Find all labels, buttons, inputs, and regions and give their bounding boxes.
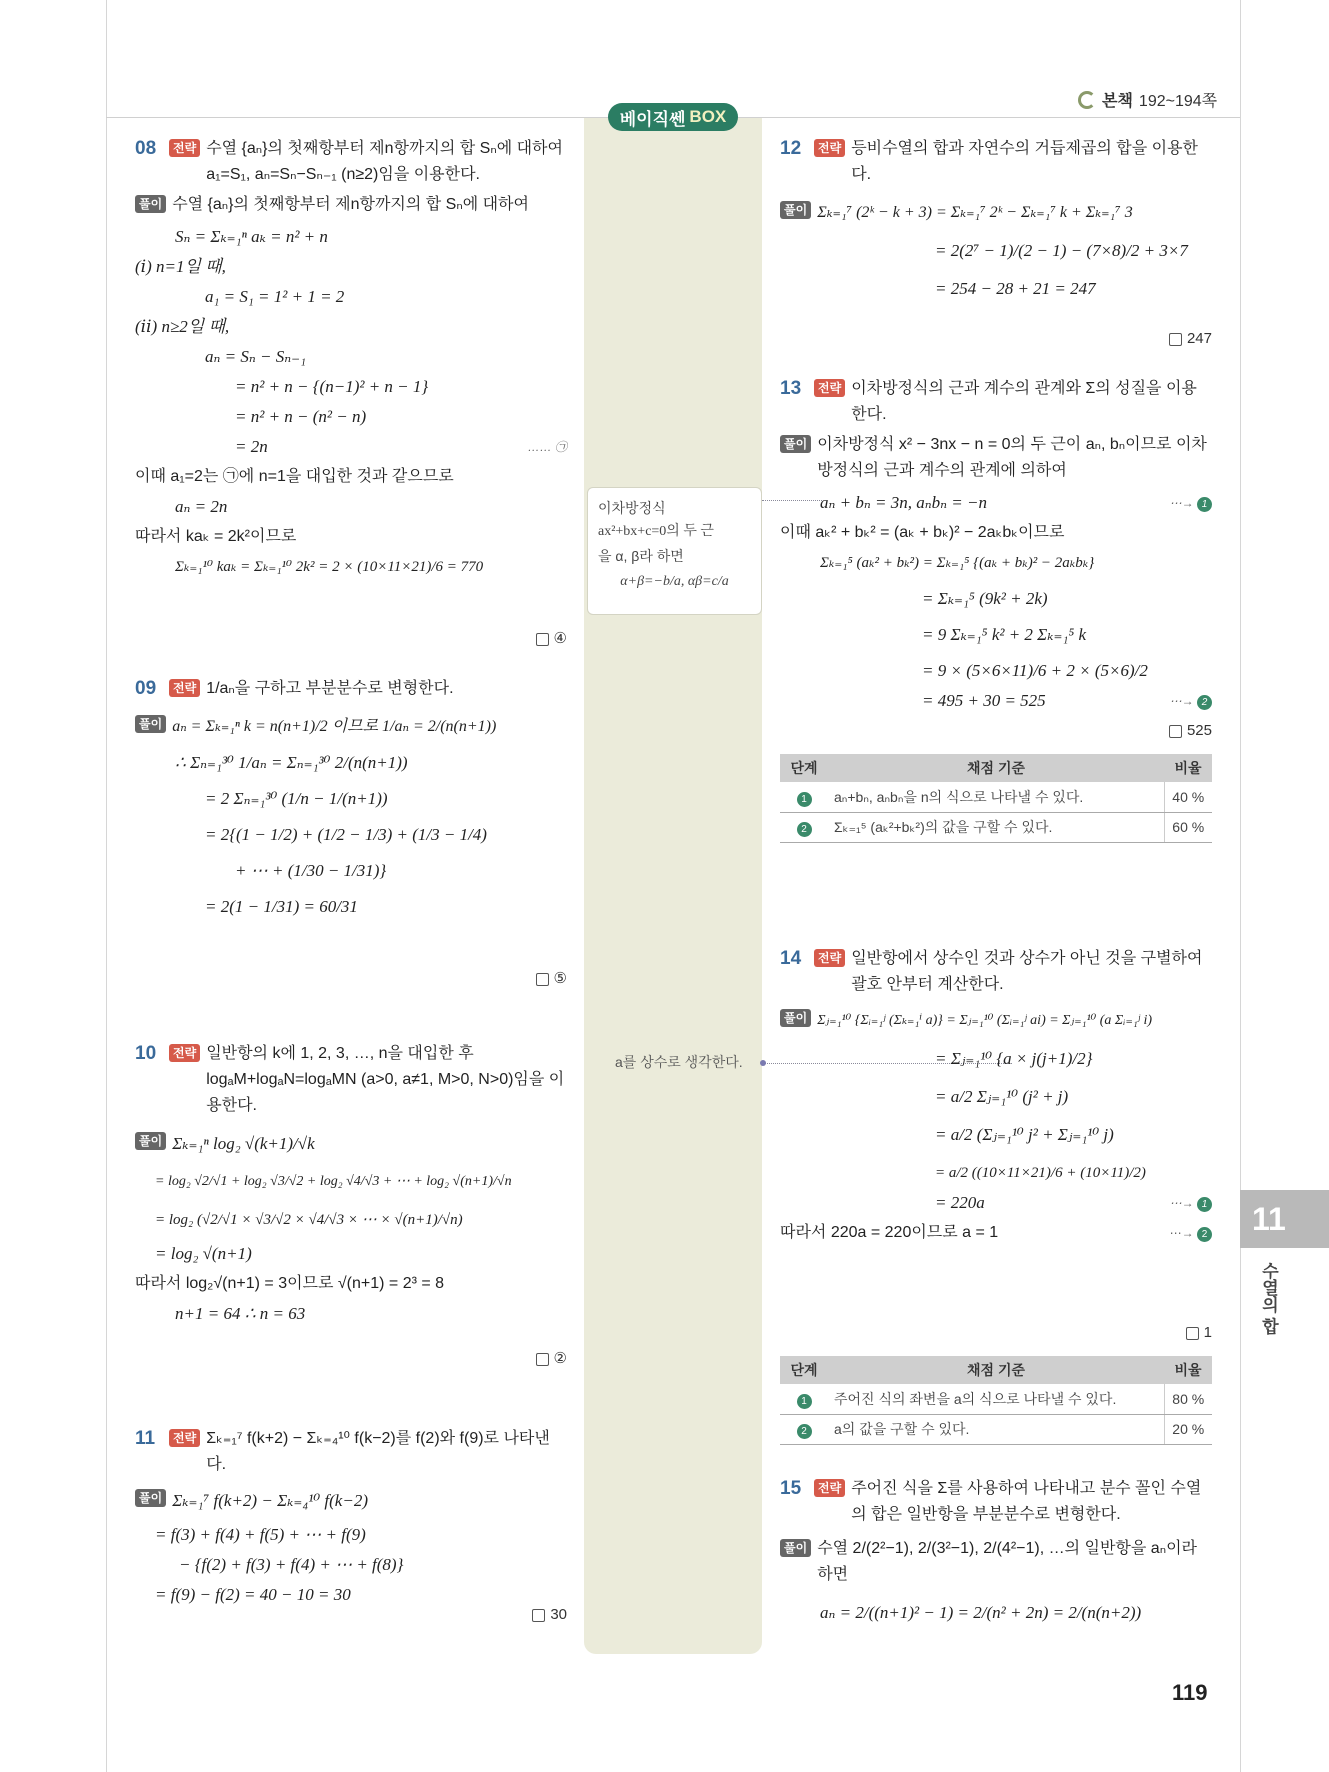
solution-line [135, 552, 567, 582]
solution-line: = Σₖ₌₁⁵ (9k² + 2k) [922, 589, 1048, 608]
solution-line-text: 따라서 220a = 220이므로 a = 1 [780, 1224, 999, 1241]
solution-line: 따라서 kaₖ = 2k²이므로 [135, 528, 297, 545]
answer-icon [1186, 1327, 1199, 1340]
solution-line: Σₖ₌₁⁵ (aₖ² + bₖ²) = Σₖ₌₁⁵ {(aₖ + bₖ)² − 2aₖbₖ} [820, 555, 1095, 571]
solution-line: = 9 Σₖ₌₁⁵ k² + 2 Σₖ₌₁⁵ k [922, 625, 1087, 644]
equation-mark: …… ㉠ [527, 440, 567, 454]
table-cell: Σₖ₌₁⁵ (aₖ²+bₖ²)의 값을 구할 수 있다. [828, 812, 1164, 842]
scoring-table [780, 754, 1212, 843]
table-cell: 40 % [1164, 782, 1212, 812]
solution-tag: 풀이 [135, 1489, 166, 1507]
problem-08 [135, 136, 567, 676]
left-column [135, 136, 567, 1626]
note-quadratic-title: 이차방정식 [598, 500, 666, 516]
solution-line: 이차방정식 x² − 3nx − n = 0의 두 근이 aₙ, bₙ이므로 이차방정식의 근과 계수의 관계에 의하여 [817, 436, 1207, 479]
solution-line: (ⅰ) n=1일 때, [135, 257, 226, 276]
strategy-tag: 전략 [169, 139, 200, 157]
solution-line: (ⅱ) n≥2일 때, [135, 317, 230, 336]
problem-number: 12 [780, 138, 802, 159]
chapter-name: 수열의 합 [1259, 1262, 1278, 1335]
page-range: 192~194쪽 [1138, 93, 1218, 110]
solution-line: = 2{(1 − 1/2) + (1/2 − 1/3) + (1/3 − 1/4) [205, 825, 487, 844]
strategy-text: 1/aₙ을 구하고 부분분수로 변형한다. [206, 680, 454, 697]
problem-number: 10 [135, 1043, 157, 1064]
strategy-text: 이차방정식의 근과 계수의 관계와 Σ의 성질을 이용한다. [851, 380, 1197, 423]
center-note-band [584, 118, 762, 1654]
table-cell: a의 값을 구할 수 있다. [828, 1414, 1164, 1444]
table-header: 채점 기준 [828, 1356, 1164, 1384]
table-row [780, 782, 1212, 812]
step-marker-1: ⋯→ 1 [1170, 1188, 1212, 1218]
strategy-tag: 전략 [814, 139, 845, 157]
strategy-tag: 전략 [169, 1429, 200, 1447]
table-cell: 주어진 식의 좌변을 a의 식으로 나타낼 수 있다. [828, 1384, 1164, 1414]
solution-line: Σⱼ₌₁¹⁰ {Σᵢ₌₁ʲ (Σₖ₌₁ⁱ a)} = Σⱼ₌₁¹⁰ (Σᵢ₌₁ʲ ai) = Σⱼ₌₁¹⁰ (a Σᵢ₌₁ʲ i) [817, 1013, 1153, 1028]
problem-09 [135, 676, 567, 1041]
answer [536, 966, 567, 992]
solution-line-text: = 220a [935, 1193, 985, 1212]
solution-line: = log₂ √(n+1) [155, 1244, 252, 1263]
strategy-tag: 전략 [169, 1044, 200, 1062]
solution-line: Σₖ₌₁ⁿ log₂ √(k+1)/√k [172, 1134, 315, 1153]
solution-line: aₙ = 2n [175, 497, 228, 516]
solution-line [780, 1218, 1212, 1248]
solution-tag: 풀이 [780, 1009, 811, 1027]
solution-line: a₁ = S₁ = 1² + 1 = 2 [205, 287, 345, 306]
answer-value: 1 [1203, 1324, 1212, 1341]
strategy-text: 일반항의 k에 1, 2, 3, …, n을 대입한 후 logₐM+logₐN=logₐMN (a>0, a≠1, M>0, N>0)임을 이용한다. [206, 1045, 565, 1114]
step-badge: 1 [797, 792, 812, 807]
note-quadratic [587, 487, 762, 615]
strategy-tag: 전략 [169, 679, 200, 697]
table-header: 비율 [1164, 1356, 1212, 1384]
table-header: 단계 [780, 754, 828, 782]
solution-line: = 254 − 28 + 21 = 247 [935, 279, 1096, 298]
solution-tag: 풀이 [780, 1539, 811, 1557]
problem-number: 15 [780, 1478, 802, 1499]
page-edge-left [106, 0, 107, 1772]
solution-line: 이때 a₁=2는 ㉠에 n=1을 대입한 것과 같으므로 [135, 468, 454, 485]
solution-line [135, 432, 567, 462]
solution-line: Sₙ = Σₖ₌₁ⁿ aₖ = n² + n [175, 227, 328, 246]
box-title [608, 103, 738, 131]
solution-line: = f(3) + f(4) + f(5) + ⋯ + f(9) [155, 1525, 366, 1544]
solution-line: = log₂ √2/√1 + log₂ √3/√2 + log₂ √4/√3 + ⋯ + log₂ √(n+1)/√n [155, 1174, 512, 1189]
solution-line: = 9 × (5×6×11)/6 + 2 × (5×6)/2 [922, 661, 1148, 680]
problem-15 [780, 1476, 1212, 1676]
problem-10 [135, 1041, 567, 1426]
problem-number: 08 [135, 138, 157, 159]
answer-value: ⑤ [553, 970, 567, 987]
solution-tag: 풀이 [780, 201, 811, 219]
note-quadratic-text2: 을 α, β라 하면 [598, 548, 684, 564]
solution-line: 수열 {aₙ}의 첫째항부터 제n항까지의 합 Sₙ에 대하여 [172, 196, 529, 213]
problem-11 [135, 1426, 567, 1626]
solution-line: aₙ = Σₖ₌₁ⁿ k = n(n+1)/2 이므로 1/aₙ = 2/(n(n+1)) [172, 718, 497, 735]
step-marker-1: ⋯→ 1 [1170, 488, 1212, 518]
solution-line: = 2(1 − 1/31) = 60/31 [205, 897, 358, 916]
solution-line: = Σⱼ₌₁¹⁰ {a × j(j+1)/2} [935, 1049, 1093, 1068]
table-row [780, 1384, 1212, 1414]
solution-line: = n² + n − (n² − n) [235, 407, 367, 426]
table-header: 비율 [1164, 754, 1212, 782]
solution-line [780, 1188, 1212, 1218]
solution-tag: 풀이 [780, 435, 811, 453]
solution-tag: 풀이 [135, 1132, 166, 1150]
strategy-text: 수열 {aₙ}의 첫째항부터 제n항까지의 합 Sₙ에 대하여 a₁=S₁, aₙ=Sₙ−Sₙ₋₁ (n≥2)임을 이용한다. [206, 140, 563, 183]
answer-icon [536, 1353, 549, 1366]
answer-icon [1169, 333, 1182, 346]
solution-line: = a/2 ((10×11×21)/6 + (10×11)/2) [935, 1165, 1146, 1181]
step-badge: 2 [797, 1424, 812, 1439]
solution-line: aₙ = 2/((n+1)² − 1) = 2/(n² + 2n) = 2/(n(n+2)) [820, 1603, 1142, 1622]
solution-line: 수열 2/(2²−1), 2/(3²−1), 2/(4²−1), …의 일반항을 aₙ이라 하면 [817, 1540, 1197, 1583]
solution-line: = log₂ (√2/√1 × √3/√2 × √4/√3 × ⋯ × √(n+1)/√n) [155, 1212, 463, 1228]
answer-icon [532, 1609, 545, 1622]
solution-line-text: = 2n [235, 437, 268, 456]
step-marker-2: ⋯→ 2 [1170, 686, 1212, 716]
step-badge: 1 [797, 1394, 812, 1409]
note-a-constant: a를 상수로 생각한다. [615, 1054, 743, 1070]
solution-line: = 2 Σₙ₌₁³⁰ (1/n − 1/(n+1)) [205, 789, 388, 808]
problem-number: 13 [780, 378, 802, 399]
solution-line: = 2(2⁷ − 1)/(2 − 1) − (7×8)/2 + 3×7 [935, 241, 1188, 260]
solution-line: − {f(2) + f(3) + f(4) + ⋯ + f(8)} [179, 1555, 404, 1574]
strategy-text: Σₖ₌₁⁷ f(k+2) − Σₖ₌₄¹⁰ f(k−2)를 f(2)와 f(9)로 나타낸다. [206, 1430, 550, 1473]
solution-tag: 풀이 [135, 715, 166, 733]
strategy-tag: 전략 [814, 1479, 845, 1497]
page-edge-right [1240, 0, 1241, 1772]
solution-line-text: Σₖ₌₁¹⁰ kaₖ = Σₖ₌₁¹⁰ 2k² = 2 × (10×11×21)/6 = 770 [175, 559, 484, 575]
strategy-text: 주어진 식을 Σ를 사용하여 나타내고 분수 꼴인 수열의 합은 일반항을 부분분수로 변형한다. [851, 1480, 1202, 1523]
step-badge: 2 [797, 822, 812, 837]
book-ref-icon [1078, 91, 1096, 109]
answer [1169, 718, 1212, 744]
chapter-tab: 11 [1240, 1190, 1329, 1248]
table-header: 채점 기준 [828, 754, 1164, 782]
box-title-suffix: BOX [689, 107, 727, 126]
answer-value: ④ [553, 630, 567, 647]
page-reference [1078, 88, 1217, 111]
step-marker-2: ⋯→ 2 [1170, 1218, 1212, 1248]
answer-icon [536, 633, 549, 646]
table-row [780, 1414, 1212, 1444]
solution-line: = f(9) − f(2) = 40 − 10 = 30 [155, 1585, 351, 1604]
solution-line: + ⋯ + (1/30 − 1/31)} [235, 861, 387, 880]
answer [1186, 1320, 1212, 1346]
solution-line-text: = 495 + 30 = 525 [922, 691, 1046, 710]
answer-value: 247 [1186, 330, 1212, 347]
solution-line: Σₖ₌₁⁷ f(k+2) − Σₖ₌₄¹⁰ f(k−2) [172, 1491, 368, 1510]
answer-value: 525 [1186, 722, 1212, 739]
right-column [780, 136, 1212, 1676]
problem-13 [780, 376, 1212, 946]
answer-value: ② [553, 1350, 567, 1367]
strategy-tag: 전략 [814, 949, 845, 967]
table-cell: 80 % [1164, 1384, 1212, 1414]
table-cell: aₙ+bₙ, aₙbₙ을 n의 식으로 나타낼 수 있다. [828, 782, 1164, 812]
strategy-text: 등비수열의 합과 자연수의 거듭제곱의 합을 이용한다. [851, 140, 1198, 183]
problem-number: 09 [135, 678, 157, 699]
answer [532, 1602, 567, 1628]
answer-icon [536, 973, 549, 986]
table-cell: 60 % [1164, 812, 1212, 842]
box-title-text: 베이직쎈 [619, 109, 686, 129]
table-header: 단계 [780, 1356, 828, 1384]
solution-line: aₙ = Sₙ − Sₙ₋₁ [205, 347, 306, 366]
problem-number: 14 [780, 948, 802, 969]
table-cell: 20 % [1164, 1414, 1212, 1444]
problem-14 [780, 946, 1212, 1476]
solution-line [780, 686, 1212, 716]
solution-line: = n² + n − {(n−1)² + n − 1} [235, 377, 429, 396]
solution-line: = a/2 Σⱼ₌₁¹⁰ (j² + j) [935, 1087, 1069, 1106]
solution-line [780, 488, 1212, 518]
solution-line: n+1 = 64 ∴ n = 63 [175, 1304, 306, 1323]
answer [1169, 326, 1212, 352]
scoring-table [780, 1356, 1212, 1445]
problem-12 [780, 136, 1212, 376]
solution-line: Σₖ₌₁⁷ (2ᵏ − k + 3) = Σₖ₌₁⁷ 2ᵏ − Σₖ₌₁⁷ k + Σₖ₌₁⁷ 3 [817, 204, 1133, 221]
solution-line: 이때 aₖ² + bₖ² = (aₖ + bₖ)² − 2aₖbₖ이므로 [780, 524, 1065, 541]
note-connector-dot [760, 1060, 766, 1066]
strategy-text: 일반항에서 상수인 것과 상수가 아닌 것을 구별하여 괄호 안부터 계산한다. [851, 950, 1203, 993]
solution-line: ∴ Σₙ₌₁³⁰ 1/aₙ = Σₙ₌₁³⁰ 2/(n(n+1)) [175, 753, 408, 772]
answer-value: 30 [550, 1606, 567, 1623]
solution-line: = a/2 (Σⱼ₌₁¹⁰ j² + Σⱼ₌₁¹⁰ j) [935, 1125, 1114, 1144]
table-row [780, 812, 1212, 842]
solution-tag: 풀이 [135, 195, 166, 213]
book-label: 본책 [1102, 93, 1133, 110]
solution-line-text: aₙ + bₙ = 3n, aₙbₙ = −n [820, 493, 987, 512]
answer [536, 1346, 567, 1372]
answer-icon [1169, 725, 1182, 738]
answer [536, 626, 567, 652]
strategy-tag: 전략 [814, 379, 845, 397]
note-quadratic-text1: ax²+bx+c=0의 두 근 [598, 524, 714, 539]
page-number: 119 [1172, 1680, 1208, 1705]
note-quadratic-formula: α+β=−b/a, αβ=c/a [620, 574, 729, 589]
solution-line: 따라서 log₂√(n+1) = 3이므로 √(n+1) = 2³ = 8 [135, 1275, 445, 1292]
problem-number: 11 [135, 1428, 156, 1449]
